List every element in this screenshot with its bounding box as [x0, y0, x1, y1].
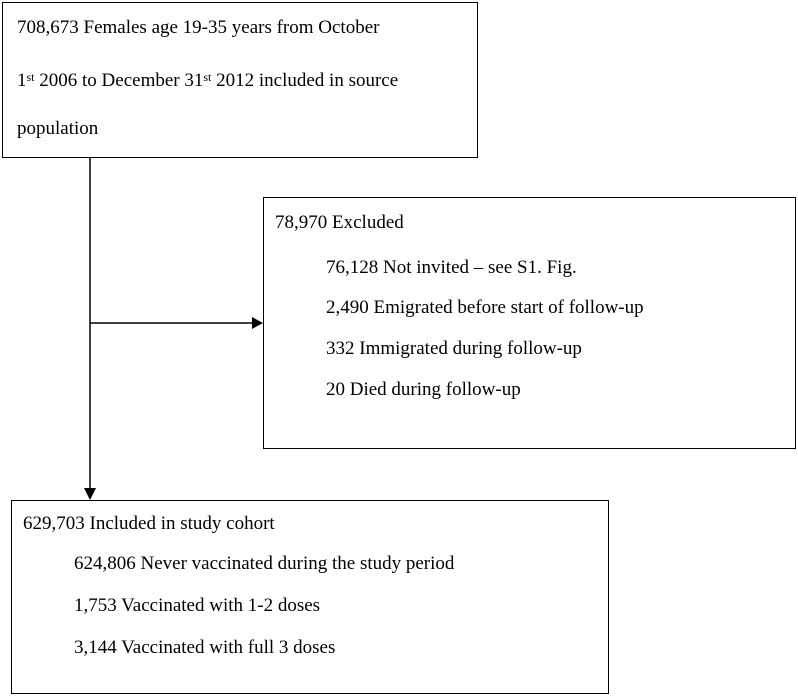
- source-line-2-part-b: 2006 to December 31: [34, 70, 204, 91]
- cohort-item: 3,144 Vaccinated with full 3 doses: [74, 637, 336, 658]
- source-line-1-text: 708,673 Females age 19-35 years from October: [17, 17, 380, 38]
- source-line-2: [17, 70, 398, 92]
- cohort-item: 624,806 Never vaccinated during the study period: [74, 553, 455, 574]
- source-population-box: [2, 2, 478, 158]
- excluded-item: 2,490 Emigrated before start of follow-up: [326, 297, 644, 318]
- cohort-title: 629,703 Included in study cohort: [23, 513, 275, 534]
- source-line-2-sup-b: st: [203, 70, 212, 84]
- source-line-3: [17, 118, 98, 140]
- source-line-2-part-a: 1: [17, 70, 27, 91]
- source-line-2-sup-a: st: [26, 70, 35, 84]
- excluded-item: 332 Immigrated during follow-up: [326, 338, 582, 359]
- arrow-down-head: [84, 488, 96, 500]
- excluded-box: [263, 197, 796, 449]
- source-line-1: [17, 17, 379, 39]
- study-cohort-box: [11, 500, 609, 694]
- arrow-right-head: [252, 317, 263, 329]
- excluded-title: 78,970 Excluded: [275, 212, 404, 233]
- source-line-3-text: population: [17, 118, 99, 139]
- excluded-item: 20 Died during follow-up: [326, 379, 521, 400]
- cohort-item: 1,753 Vaccinated with 1-2 doses: [74, 595, 321, 616]
- excluded-item: 76,128 Not invited – see S1. Fig.: [326, 257, 577, 278]
- source-line-2-part-c: 2012 included in source: [211, 70, 399, 91]
